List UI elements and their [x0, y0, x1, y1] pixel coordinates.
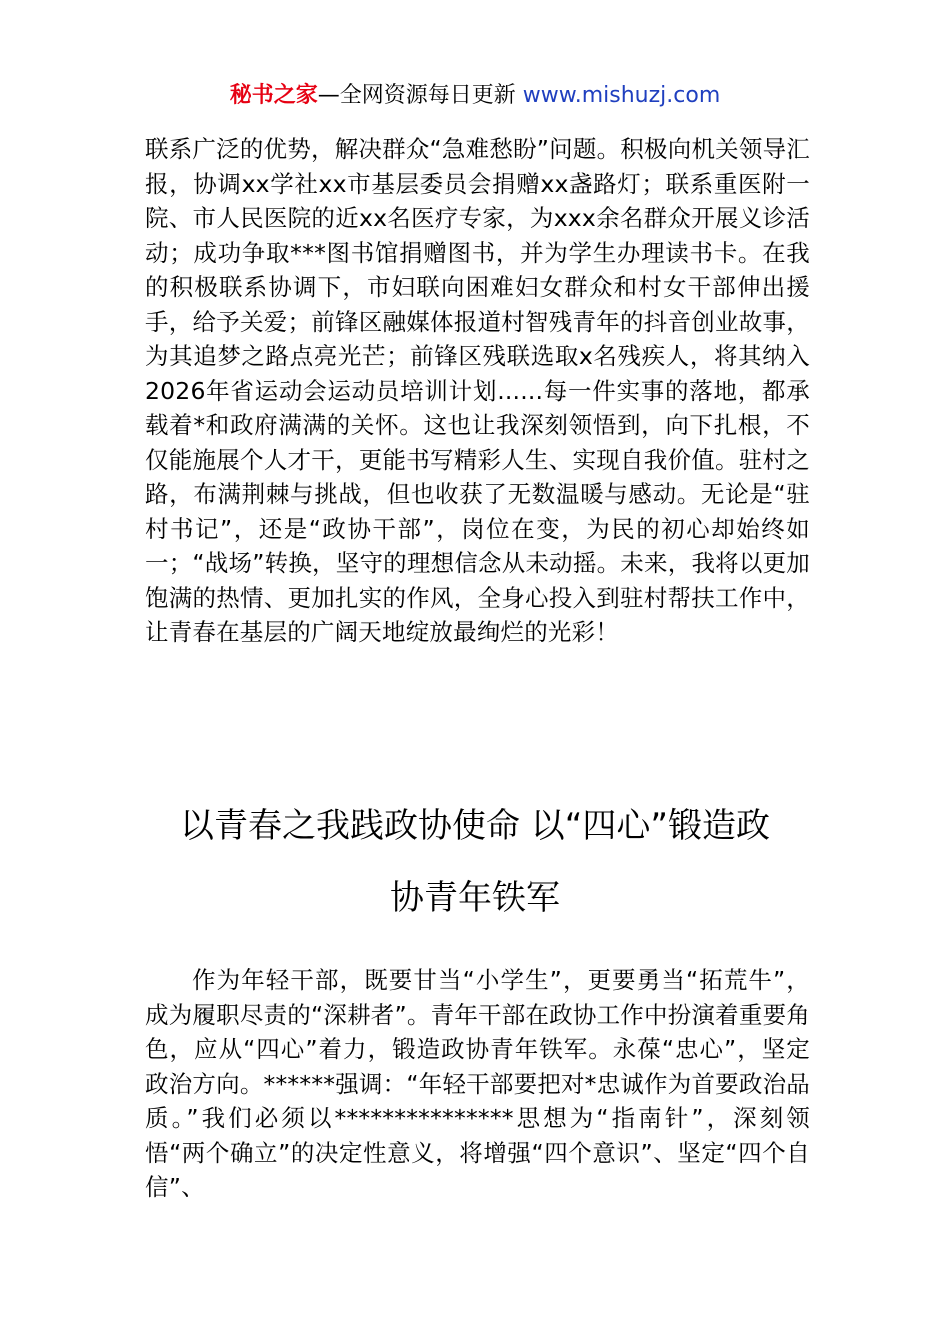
site-header [0, 80, 950, 112]
document-title [120, 790, 830, 934]
site-url-link[interactable]: www.mishuzj.com [522, 83, 721, 108]
site-brand: 秘书之家 [229, 83, 318, 108]
site-tagline: —全网资源每日更新 [317, 83, 523, 108]
body-paragraph-2: 作为年轻干部，既要甘当“小学生”，更要勇当“拓荒牛”，成为履职尽责的“深耕者”。青年干部在政协工作中扮演着重要角色，应从“四心”着力，锻造政协青年铁军。永葆“忠心”，坚定政治方向。******强调：“年轻干部要把对*忠诚作为首要政治品质。”我们必须以***************思想为“指南针”，深刻领悟“两个确立”的决定性意义，将增强“四个意识”、坚定“四个自信”、 [145, 966, 810, 1201]
document-title-line-1: 以青春之我践政协使命 以“四心”锻造政 [179, 806, 771, 846]
document-title-line-2: 协青年铁军 [390, 878, 560, 918]
body-paragraph-1: 联系广泛的优势，解决群众“急难愁盼”问题。积极向机关领导汇报，协调xx学社xx市基层委员会捐赠xx盏路灯；联系重医附一院、市人民医院的近xx名医疗专家，为xxx余名群众开展义诊活动；成功争取***图书馆捐赠图书，并为学生办理读书卡。在我的积极联系协调下，市妇联向困难妇女群众和村女干部伸出援手，给予关爱；前锋区融媒体报道村智残青年的抖音创业故事，为其追梦之路点亮光芒；前锋区残联选取x名残疾人，将其纳入2026年省运动会运动员培训计划......每一件实事的落地，都承载着*和政府满满的关怀。这也让我深刻领悟到，向下扎根，不仅能施展个人才干，更能书写精彩人生、实现自我价值。驻村之路，布满荆棘与挑战，但也收获了无数温暖与感动。无论是“驻村书记”，还是“政协干部”，岗位在变，为民的初心却始终如一；“战场”转换，坚守的理想信念从未动摇。未来，我将以更加饱满的热情、更加扎实的作风，全身心投入到驻村帮扶工作中，让青春在基层的广阔天地绽放最绚烂的光彩！ [145, 135, 810, 646]
